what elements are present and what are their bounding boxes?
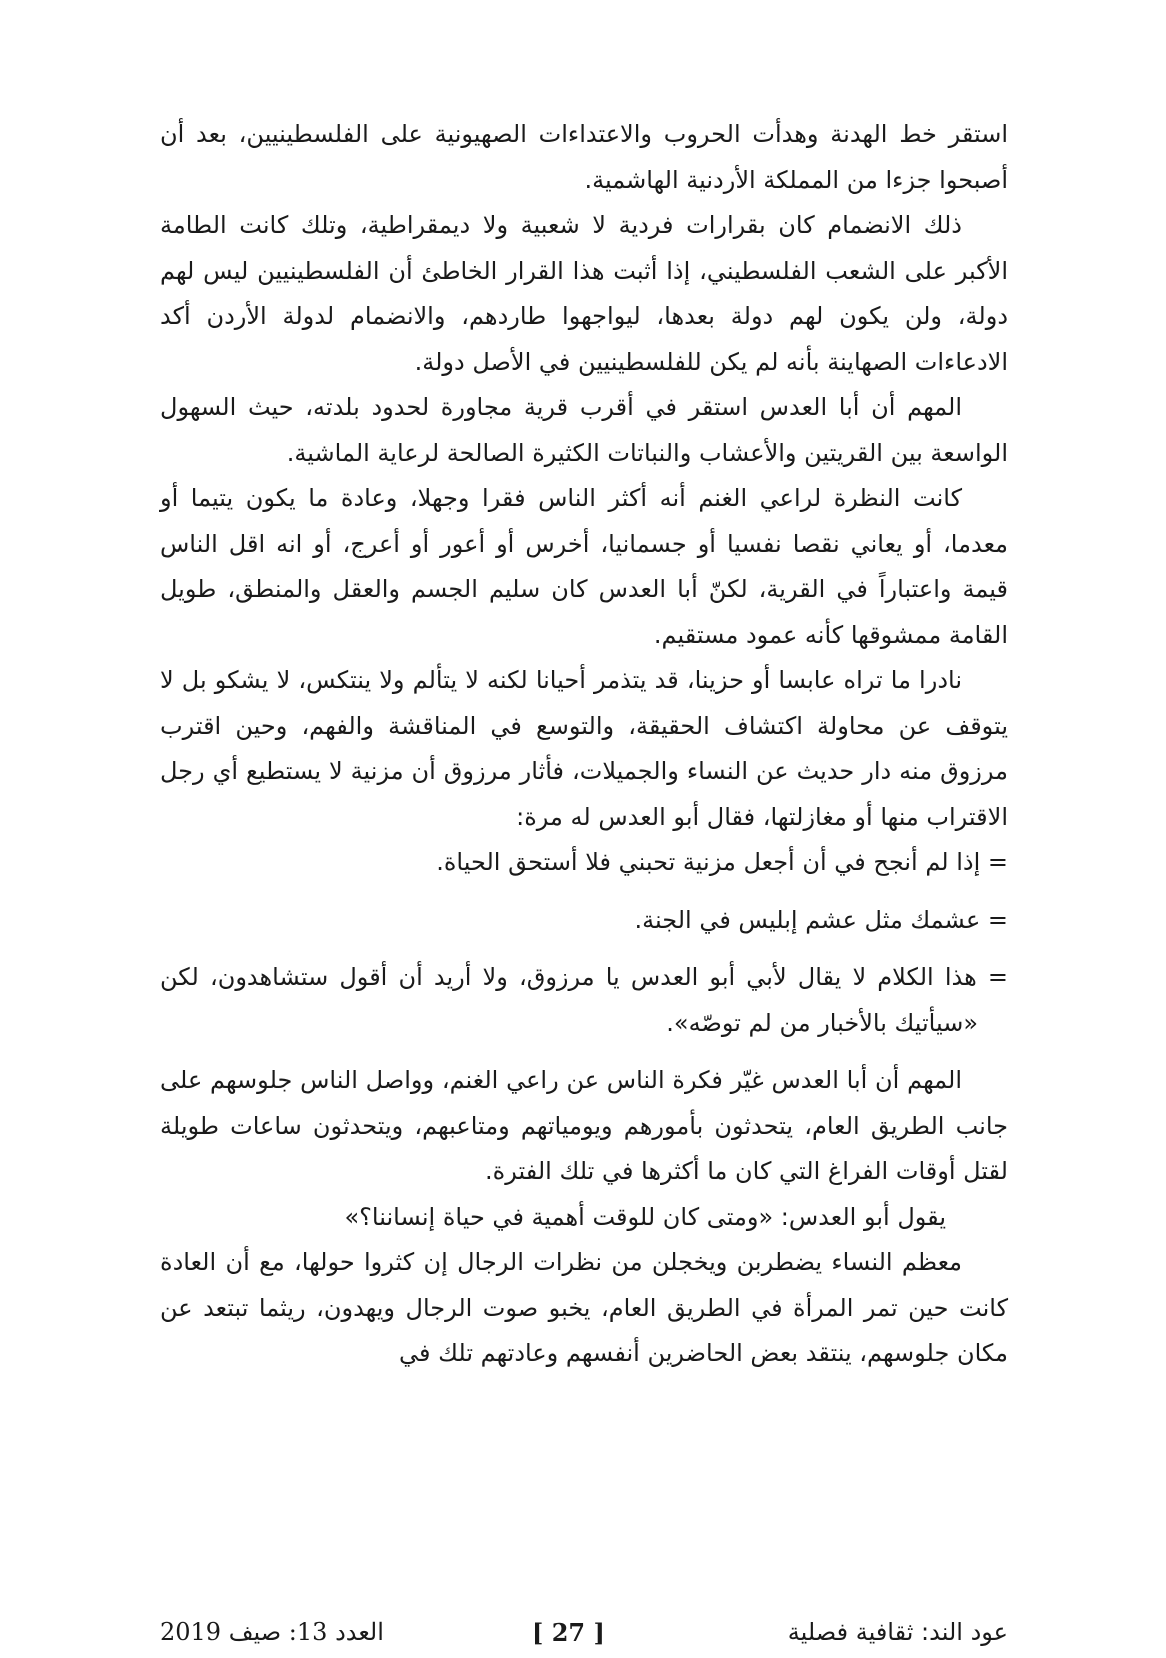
issue-info: العدد 13: صيف 2019: [160, 1618, 384, 1646]
paragraph-3: المهم أن أبا العدس استقر في أقرب قرية مجاورة لحدود بلدته، حيث السهول الواسعة بين القريتين والأعشاب والنباتات الكثيرة الصالحة لرعاية الماشية.: [160, 393, 1008, 467]
article-body: [160, 112, 1008, 1377]
dialogue-line-1: = إذا لم أنجح في أن أجعل مزنية تحبني فلا أستحق الحياة.: [436, 848, 1008, 876]
paragraph-2: ذلك الانضمام كان بقرارات فردية لا شعبية ولا ديمقراطية، وتلك كانت الطامة الأكبر على الشعب الفلسطيني، إذا أثبت هذا القرار الخاطئ أن الفلسطينيين ليس لهم دولة، ولن يكون لهم دولة بعدها، ليواجهوا طاردهم، والانضمام لدولة الأردن أكد الادعاءات الصهاينة بأنه لم يكن للفلسطينيين في الأصل دولة.: [160, 211, 1008, 376]
dialogue-line-2: = عشمك مثل عشم إبليس في الجنة.: [634, 905, 1008, 934]
paragraph-8: معظم النساء يضطربن ويخجلن من نظرات الرجال إن كثروا حولها، مع أن العادة كانت حين تمر المرأة في الطريق العام، يخبو صوت الرجال ويهدون، ريثما تبتعد عن مكان جلوسهم، ينتقد بعض الحاضرين أنفسهم وعادتهم تلك في: [160, 1248, 1008, 1367]
paragraph-5: نادرا ما تراه عابسا أو حزينا، قد يتذمر أحيانا لكنه لا يتألم ولا ينتكس، لا يشكو بل لا يتوقف عن محاولة اكتشاف الحقيقة، والتوسع في المناقشة والفهم، وحين اقترب مرزوق منه دار حديث عن النساء والجميلات، فأثار مرزوق أن مزنية لا يستطيع أي رجل الاقتراب منها أو مغازلتها، فقال أبو العدس له مرة:: [160, 666, 1008, 831]
page-footer: [160, 1618, 1008, 1658]
page-number: [ 27 ]: [532, 1618, 605, 1647]
journal-name: عود الند: ثقافية فصلية: [787, 1618, 1008, 1646]
paragraph-4: كانت النظرة لراعي الغنم أنه أكثر الناس فقرا وجهلا، وعادة ما يكون يتيما أو معدما، أو يعاني نقصا نفسيا أو جسمانيا، أخرس أو أعور أو أعرج، أو انه اقل الناس قيمة واعتباراً في القرية، لكنّ أبا العدس كان سليم الجسم والعقل والمنطق، طويل القامة ممشوقها كأنه عمود مستقيم.: [160, 484, 1008, 649]
paragraph-7-quote: يقول أبو العدس: «ومتى كان للوقت أهمية في حياة إنساننا؟»: [344, 1202, 946, 1231]
paragraph-1: استقر خط الهدنة وهدأت الحروب والاعتداءات الصهيونية على الفلسطينيين، بعد أن أصبحوا جزءا من المملكة الأردنية الهاشمية.: [160, 120, 1008, 194]
dialogue-line-3: = هذا الكلام لا يقال لأبي أبو العدس يا مرزوق، ولا أريد أن أقول ستشاهدون، لكن «سيأتيك بالأخبار من لم توصّه».: [160, 963, 1008, 1037]
paragraph-6: المهم أن أبا العدس غيّر فكرة الناس عن راعي الغنم، وواصل الناس جلوسهم على جانب الطريق العام، يتحدثون بأمورهم ويومياتهم ومتاعبهم، ويتحدثون ساعات طويلة لقتل أوقات الفراغ التي كان ما أكثرها في تلك الفترة.: [160, 1066, 1008, 1185]
